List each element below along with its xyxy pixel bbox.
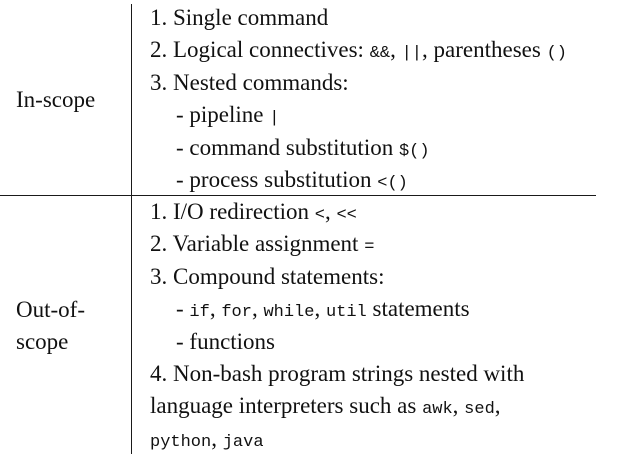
languages-sep: , xyxy=(211,425,223,451)
logical-connectives-sep2: , parentheses xyxy=(422,37,547,63)
in-scope-item-single-command: 1. Single command xyxy=(150,5,329,30)
in-scope-label xyxy=(16,84,95,116)
out-of-scope-list xyxy=(150,196,524,455)
process-substitution-code: <() xyxy=(377,173,408,193)
in-scope-subitem-process-substitution xyxy=(150,164,567,196)
interpreters-sep: , xyxy=(452,393,465,419)
interpreters-text: language interpreters such as xyxy=(150,393,423,419)
statements-sep2: , xyxy=(251,296,264,322)
io-redirection-text: 1. I/O redirection xyxy=(150,199,315,224)
command-substitution-text: - command substitution xyxy=(176,134,399,160)
in-scope-item-logical-connectives xyxy=(150,34,567,66)
out-of-scope-label-line1: Out-of- xyxy=(16,297,85,322)
out-of-scope-item-non-bash-line3 xyxy=(150,423,524,455)
or-operator-code: || xyxy=(401,44,423,64)
out-of-scope-item-non-bash-line2 xyxy=(150,390,524,422)
out-of-scope-label xyxy=(16,294,85,358)
in-scope-subitem-command-substitution xyxy=(150,132,567,164)
in-scope-subitem-pipeline xyxy=(150,99,567,131)
out-of-scope-item-non-bash-line1: 4. Non-bash program strings nested with xyxy=(150,360,525,386)
column-divider xyxy=(131,4,132,454)
pipeline-text: - pipeline xyxy=(176,102,270,128)
variable-assignment-text: 2. Variable assignment xyxy=(150,231,365,257)
out-of-scope-item-compound-statements: 3. Compound statements: xyxy=(150,263,385,289)
awk-code: awk xyxy=(422,400,453,420)
statements-prefix: - xyxy=(176,296,190,322)
heredoc-code: << xyxy=(336,206,357,225)
out-of-scope-label-line2: scope xyxy=(16,329,69,354)
out-of-scope-item-io-redirection xyxy=(150,196,524,228)
out-of-scope-subitem-functions: - functions xyxy=(176,328,276,354)
command-substitution-code: $() xyxy=(398,141,430,161)
and-operator-code: && xyxy=(369,44,391,64)
sed-code: sed xyxy=(464,400,495,420)
statements-sep3: , xyxy=(314,296,326,322)
statements-suffix: statements xyxy=(366,296,470,322)
if-code: if xyxy=(189,303,210,323)
out-of-scope-item-variable-assignment xyxy=(150,228,524,260)
while-code: while xyxy=(263,303,315,323)
in-scope-item-nested-commands: 3. Nested commands: xyxy=(150,69,349,95)
in-scope-list xyxy=(150,2,567,196)
parentheses-code: () xyxy=(546,44,567,64)
interpreters-end: , xyxy=(494,393,501,419)
in-scope-label-text: In-scope xyxy=(16,87,96,112)
java-code: java xyxy=(222,432,264,452)
redirect-in-code: < xyxy=(314,206,325,225)
logical-connectives-sep1: , xyxy=(390,37,402,63)
python-code: python xyxy=(150,432,212,452)
statements-sep1: , xyxy=(209,296,222,322)
out-of-scope-subitem-statements xyxy=(150,293,524,325)
logical-connectives-text: 2. Logical connectives: xyxy=(150,37,370,63)
process-substitution-text: - process substitution xyxy=(176,166,378,192)
pipeline-code: | xyxy=(269,109,280,129)
io-redirection-sep: , xyxy=(324,199,337,224)
for-code: for xyxy=(221,303,252,323)
util-code: util xyxy=(325,303,367,323)
assignment-code: = xyxy=(364,238,375,258)
